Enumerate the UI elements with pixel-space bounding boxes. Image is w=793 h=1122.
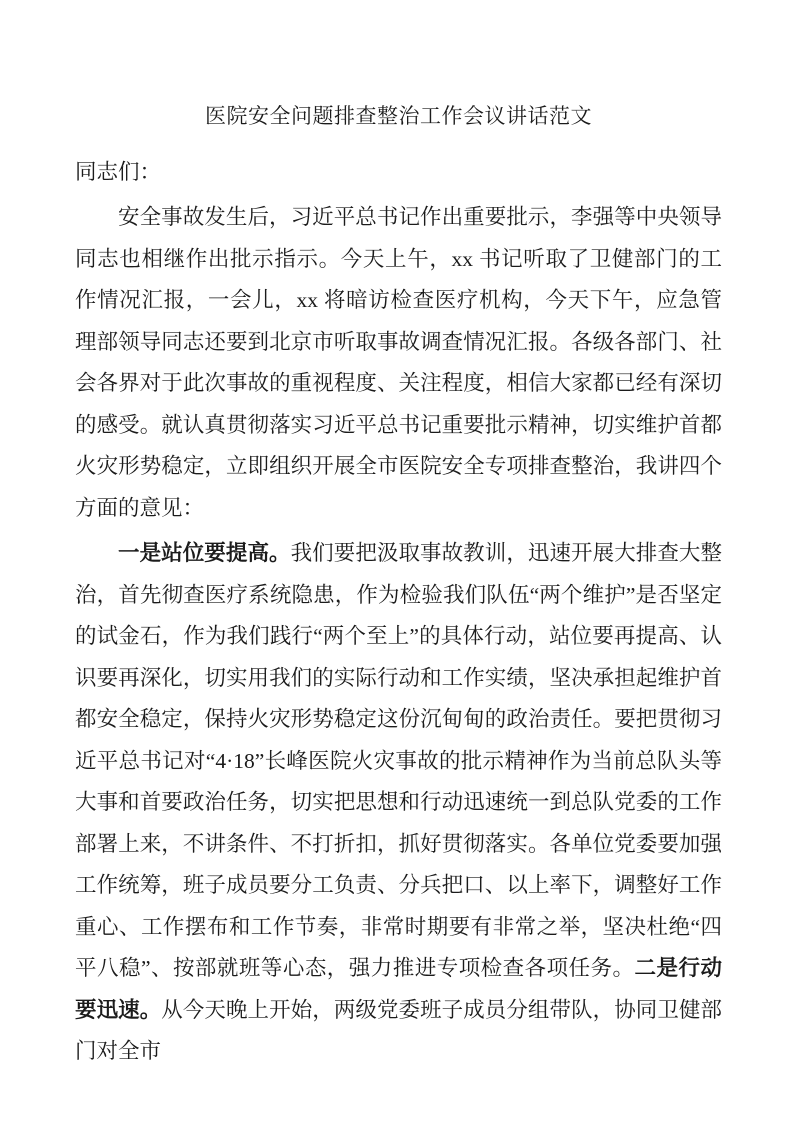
- text-run-bold: 二是行动要迅速。: [75, 956, 722, 1022]
- text-run: 从今天晚上开始，两级党委班子成员分组带队，协同卫健部门对全市: [75, 997, 722, 1063]
- document-body: [75, 197, 722, 1073]
- text-run: 安全事故发生后，习近平总书记作出重要批示，李强等中央领导同志也相继作出批示指示。今天上午，xx 书记听取了卫健部门的工作情况汇报，一会儿，xx 将暗访检查医疗机构，今天下午，应急管理部领导同志还要到北京市听取事故调查情况汇报。各级各部门、社会各界对于此次事故的重视程度、关注程度，相信大家都已经有深切的感受。就认真贯彻落实习近平总书记重要批示精神，切实维护首都火灾形势稳定，立即组织开展全市医院安全专项排查整治，我讲四个方面的意见：: [75, 205, 722, 520]
- text-run-bold: 一是站位要提高。: [118, 541, 291, 565]
- paragraph: [75, 197, 722, 529]
- paragraph: [75, 533, 722, 1073]
- document-title: 医院安全问题排查整治工作会议讲话范文: [205, 104, 592, 128]
- salutation: 同志们：: [75, 159, 162, 184]
- text-run: 我们要把汲取事故教训，迅速开展大排查大整治，首先彻查医疗系统隐患，作为检验我们队伍“两个维护”是否坚定的试金石，作为我们践行“两个至上”的具体行动，站位要再提高、认识要再深化，切实用我们的实际行动和工作实绩，坚决承担起维护首都安全稳定，保持火灾形势稳定这份沉甸甸的政治责任。要把贯彻习近平总书记对“4·18”长峰医院火灾事故的批示精神作为当前总队头等大事和首要政治任务，切实把思想和行动迅速统一到总队党委的工作部署上来，不讲条件、不打折扣，抓好贯彻落实。各单位党委要加强工作统筹，班子成员要分工负责、分兵把口、以上率下，调整好工作重心、工作摆布和工作节奏，非常时期要有非常之举，坚决杜绝“四平八稳”、按部就班等心态，强力推进专项检查各项任务。: [75, 541, 722, 980]
